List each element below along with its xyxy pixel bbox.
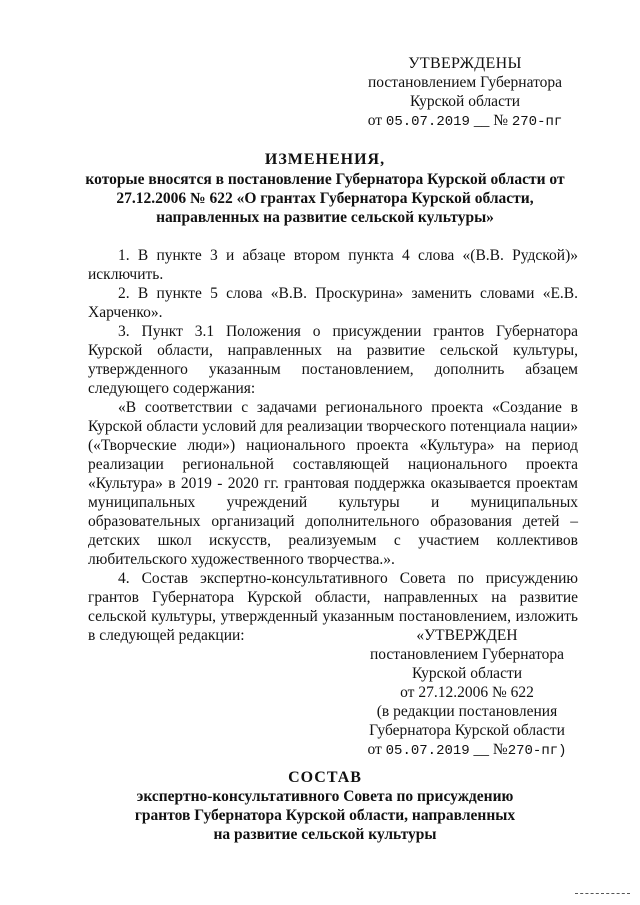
approval-2-number: 270-пг) (507, 743, 567, 759)
paragraph-3: 3. Пункт 3.1 Положения о присуждении грантов Губернатора Курской области, направленных на развитие сельской культуры, утвержденного указанным постановлением, дополнить абзацем следующего содержания: (88, 323, 578, 397)
paragraph-2: 2. В пункте 5 слова «В.В. Проскурина» заменить словами «Е.В. Харченко». (88, 285, 578, 321)
document-body (88, 246, 578, 645)
composition-title: СОСТАВ экспертно-консультативного Совета по присуждению грантов Губернатора Курской области, направленных на развитие сельской культуры (60, 768, 590, 844)
approval-2-date-line: от 05.07.2019 __ №270-пг) (367, 741, 567, 759)
composition-heading: СОСТАВ (288, 769, 362, 786)
changes-heading: ИЗМЕНЕНИЯ, (264, 151, 386, 168)
approval-line: постановлением Губернатора (367, 74, 563, 91)
approval-2-date: 05.07.2019 (385, 743, 470, 759)
paragraph-5: 4. Состав экспертно-консультативного Совета по присуждению грантов Губернатора Курской области, направленных на развитие сельской культуры, утвержденный указанным постановлением, изложить в следующей редакции: (88, 570, 578, 644)
approval-heading: УТВЕРЖДЕНЫ (408, 55, 522, 72)
approval-date-line: от 05.07.2019 __ № 270-пг (367, 112, 563, 130)
approval-stamp-2: «УТВЕРЖДЕН постановлением Губернатора Курской области от 27.12.2006 № 622 (в редакции постановления Губернатора Курской области от 05.07.2019 __ №270-пг) (356, 626, 578, 761)
approval-number: 270-пг (511, 114, 563, 130)
footer-dashed-line (575, 893, 630, 894)
paragraph-4: «В соответствии с задачами регионального проекта «Создание в Курской области условий для реализации творческого потенциала нации» («Творческие люди») национального проекта «Культура» на период реализации региональной составляющей национального проекта «Культура» в 2019 - 2020 гг. грантовая поддержка оказывается проектам муниципальных учреждений культуры и муниципальных образовательных организаций дополнительного образования детей – детских школ искусств, реализуемым с участием коллективов любительского художественного творчества.». (88, 399, 578, 568)
approval-line: Курской области (409, 93, 521, 110)
approval-stamp (360, 54, 570, 132)
approval-date: 05.07.2019 (385, 114, 470, 130)
paragraph-1: 1. В пункте 3 и абзаце втором пункта 4 слова «(В.В. Рудской)» исключить. (88, 247, 578, 283)
changes-subtitle: которые вносятся в постановление Губернатора Курской области от 27.12.2006 № 622 «О грантах Губернатора Курской области, направленных на развитие сельской культуры» (85, 171, 565, 226)
